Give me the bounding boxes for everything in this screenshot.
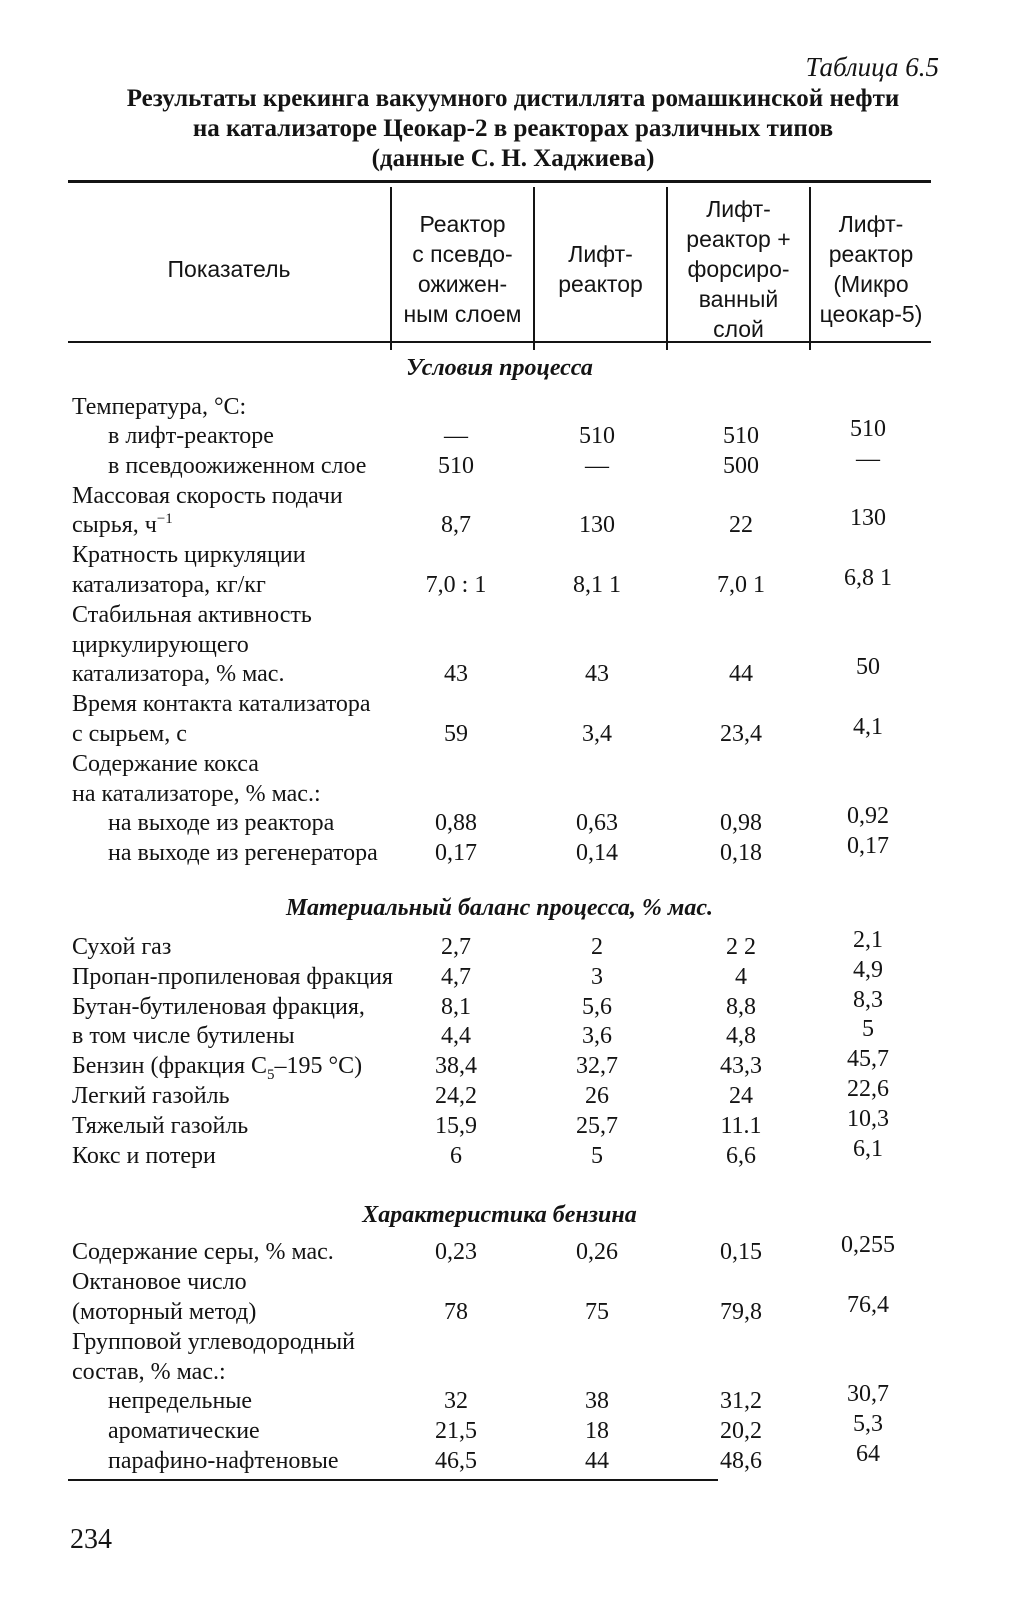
row-value-col3: 4	[735, 964, 747, 990]
row-value-col3: 0,15	[720, 1239, 762, 1265]
header-col-mikrotseokar: Лифт- реактор (Микро цеокар-5)	[819, 210, 923, 327]
title-line: Результаты крекинга вакуумного дистиллята ромашкинской нефти	[126, 85, 900, 112]
row-value-col3: 510	[723, 423, 759, 449]
section-material-balance: Материальный баланс процесса, % мас.	[285, 895, 714, 921]
table-row	[0, 714, 1021, 749]
row-label: Групповой углеводородный	[72, 1329, 356, 1355]
row-label: (моторный метод)	[72, 1299, 257, 1325]
row-value-col2: 8,1 1	[573, 572, 621, 598]
row-value-col4: 510	[850, 416, 886, 442]
row-label: сырья, $ч^{-1}$	[72, 511, 173, 538]
row-value-col4: 50	[856, 654, 880, 680]
table-header-rule	[68, 341, 931, 343]
row-value-col1: 8,1	[441, 994, 471, 1020]
table-number: Таблица 6.5	[805, 52, 939, 82]
row-value-col3: 0,98	[720, 810, 762, 836]
table-top-rule	[68, 180, 931, 183]
row-value-col4: 6,1	[853, 1136, 883, 1162]
row-label: Время контакта катализатора	[72, 691, 371, 717]
table-header	[68, 187, 931, 350]
row-label: Кокс и потери	[72, 1143, 216, 1169]
table-row	[0, 749, 1021, 779]
row-value-col4: 8,3	[853, 987, 883, 1013]
header-col-fluidized-bed: Реактор с псевдо- ожижен- ным слоем	[403, 210, 522, 327]
row-label: Октановое число	[72, 1269, 247, 1295]
table-row	[0, 1136, 1021, 1171]
row-value-col2: 0,26	[576, 1239, 618, 1265]
row-label: Сухой газ	[72, 934, 172, 960]
row-value-col3: 11.1	[720, 1113, 762, 1139]
row-value-col1: 59	[444, 721, 468, 747]
row-label: катализатора, % мас.	[72, 661, 285, 687]
row-label: Стабильная активность	[72, 602, 312, 628]
row-value-col4: 5,3	[853, 1411, 883, 1437]
table-row	[0, 1232, 1021, 1267]
row-label: состав, % мас.:	[72, 1359, 226, 1385]
row-value-col3: 0,18	[720, 840, 762, 866]
table-row	[0, 654, 1021, 689]
row-value-col1: —	[444, 423, 468, 449]
row-label: в том числе бутилены	[72, 1023, 295, 1049]
table-row	[0, 505, 1021, 540]
row-value-col1: 6	[450, 1143, 462, 1169]
row-value-col4: —	[856, 446, 880, 472]
row-value-col2: 3,6	[582, 1023, 612, 1049]
row-value-col4: 76,4	[847, 1292, 889, 1318]
table-row	[0, 600, 1021, 630]
row-label: на катализаторе, % мас.:	[72, 781, 321, 807]
row-value-col3: 43,3	[720, 1053, 762, 1079]
row-value-col1: 21,5	[435, 1418, 477, 1444]
row-label: Массовая скорость подачи	[72, 483, 343, 509]
row-value-col4: 10,3	[847, 1106, 889, 1132]
section-process-conditions: Условия процесса	[406, 355, 593, 381]
row-value-col2: 44	[585, 1448, 609, 1474]
title-line: (данные С. Н. Хаджиева)	[371, 145, 655, 172]
header-indicator: Показатель	[167, 255, 291, 282]
row-value-col1: 4,7	[441, 964, 471, 990]
row-value-col4: 0,17	[847, 833, 889, 859]
table-row	[0, 1441, 1021, 1476]
row-label: Температура, °С:	[72, 394, 247, 420]
row-value-col2: 18	[585, 1418, 609, 1444]
row-value-col4: 4,1	[853, 714, 883, 740]
row-label: катализатора, кг/кг	[72, 572, 266, 598]
row-value-col1: 24,2	[435, 1083, 477, 1109]
table-bottom-rule	[68, 1479, 718, 1481]
row-label: Содержание серы, % мас.	[72, 1239, 334, 1265]
row-value-col4: 130	[850, 505, 886, 531]
row-value-col4: 22,6	[847, 1076, 889, 1102]
row-value-col1: 0,17	[435, 840, 477, 866]
row-value-col4: 4,9	[853, 957, 883, 983]
row-value-col3: 8,8	[726, 994, 756, 1020]
row-label: в лифт-реакторе	[108, 423, 274, 449]
row-label: на выходе из регенератора	[108, 840, 378, 866]
row-value-col2: —	[585, 453, 609, 479]
table-row	[0, 565, 1021, 600]
row-value-col3: 44	[729, 661, 753, 687]
row-value-col1: 8,7	[441, 512, 471, 538]
row-value-col2: 130	[579, 512, 615, 538]
row-value-col2: 26	[585, 1083, 609, 1109]
row-value-col3: 6,6	[726, 1143, 756, 1169]
row-value-col3: 2 2	[726, 934, 756, 960]
page-number: 234	[70, 1524, 112, 1555]
row-value-col1: 0,88	[435, 810, 477, 836]
row-value-col4: 45,7	[847, 1046, 889, 1072]
row-value-col2: 5,6	[582, 994, 612, 1020]
row-label: циркулирующего	[72, 632, 249, 658]
row-value-col2: 3	[591, 964, 603, 990]
row-label: непредельные	[108, 1388, 253, 1414]
table-row	[0, 833, 1021, 868]
row-value-col1: 38,4	[435, 1053, 477, 1079]
row-label: в псевдоожиженном слое	[108, 453, 367, 479]
row-label: Содержание кокса	[72, 751, 259, 777]
title-line: на катализаторе Цеокар-2 в реакторах различных типов	[192, 115, 834, 142]
row-value-col1: 2,7	[441, 934, 471, 960]
row-value-col2: 38	[585, 1388, 609, 1414]
table-row	[0, 1327, 1021, 1357]
row-value-col3: 20,2	[720, 1418, 762, 1444]
row-value-col3: 4,8	[726, 1023, 756, 1049]
row-value-col1: 15,9	[435, 1113, 477, 1139]
section-gasoline-properties: Характеристика бензина	[362, 1202, 637, 1228]
row-value-col2: 0,63	[576, 810, 618, 836]
row-label: ароматические	[108, 1418, 260, 1444]
row-label: Кратность циркуляции	[72, 542, 306, 568]
row-value-col2: 32,7	[576, 1053, 618, 1079]
row-value-col1: 78	[444, 1299, 468, 1325]
row-value-col3: 22	[729, 512, 753, 538]
row-label: Бензин (фракция $С_5-195$ °С)	[72, 1053, 363, 1083]
row-value-col2: 3,4	[582, 721, 612, 747]
row-value-col1: 46,5	[435, 1448, 477, 1474]
row-value-col4: 5	[862, 1016, 874, 1042]
row-value-col4: 2,1	[853, 927, 883, 953]
row-value-col2: 25,7	[576, 1113, 618, 1139]
row-value-col1: 7,0 : 1	[425, 572, 487, 598]
table-row	[0, 1292, 1021, 1327]
row-value-col1: 32	[444, 1388, 468, 1414]
table-title	[60, 84, 966, 174]
row-value-col4: 6,8 1	[844, 565, 892, 591]
row-value-col3: 500	[723, 453, 759, 479]
row-value-col1: 0,23	[435, 1239, 477, 1265]
row-value-col3: 24	[729, 1083, 753, 1109]
row-label: Легкий газойль	[72, 1083, 230, 1109]
row-value-col3: 79,8	[720, 1299, 762, 1325]
row-value-col3: 23,4	[720, 721, 762, 747]
row-value-col4: 30,7	[847, 1381, 889, 1407]
row-value-col4: 64	[856, 1441, 880, 1467]
row-value-col4: 0,255	[841, 1232, 895, 1258]
row-value-col1: 43	[444, 661, 468, 687]
row-label: Тяжелый газойль	[72, 1113, 249, 1139]
row-value-col4: 0,92	[847, 803, 889, 829]
row-value-col2: 75	[585, 1299, 609, 1325]
row-value-col3: 31,2	[720, 1388, 762, 1414]
header-col-lift-reactor: Лифт- реактор	[558, 240, 643, 297]
row-value-col2: 5	[591, 1143, 603, 1169]
row-value-col2: 2	[591, 934, 603, 960]
row-value-col2: 510	[579, 423, 615, 449]
row-value-col2: 0,14	[576, 840, 618, 866]
row-label: Бутан-бутиленовая фракция,	[72, 994, 365, 1020]
row-label: на выходе из реактора	[108, 810, 335, 836]
row-value-col1: 4,4	[441, 1023, 471, 1049]
row-value-col3: 7,0 1	[717, 572, 765, 598]
header-col-lift-plus-bed: Лифт- реактор + форсиро- ванный слой	[686, 195, 791, 342]
row-value-col2: 43	[585, 661, 609, 687]
row-label: парафино-нафтеновые	[108, 1448, 339, 1474]
row-value-col3: 48,6	[720, 1448, 762, 1474]
table-row	[0, 446, 1021, 481]
row-label: Пропан-пропиленовая фракция	[72, 964, 393, 990]
row-label: с сырьем, с	[72, 721, 187, 747]
row-value-col1: 510	[438, 453, 474, 479]
